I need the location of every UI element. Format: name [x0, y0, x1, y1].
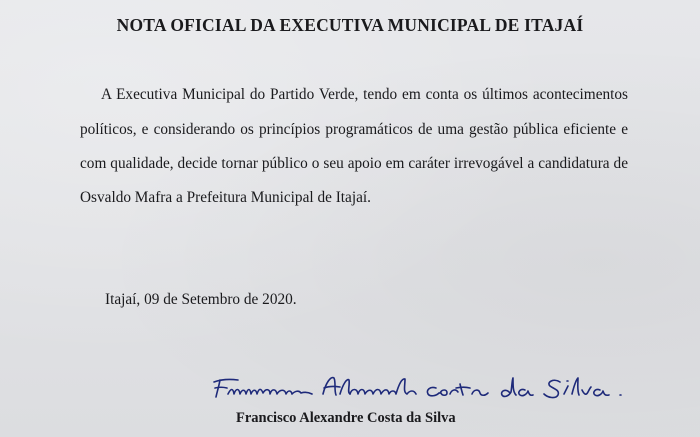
body-line-1: A Executiva Municipal do Partido Verde, tendo em conta os últimos acontecimentos	[101, 86, 628, 103]
document-title: NOTA OFICIAL DA EXECUTIVA MUNICIPAL DE ITAJAÍ	[116, 15, 584, 35]
body-line-3: com qualidade, decide tornar público o seu apoio em caráter irrevogável a candidatura de	[80, 155, 628, 172]
body-line-4: Osvaldo Mafra a Prefeitura Municipal de Itajaí.	[80, 189, 371, 206]
signer-name: Francisco Alexandre Costa da Silva	[236, 410, 456, 426]
date-line: Itajaí, 09 de Setembro de 2020.	[105, 291, 297, 308]
handwritten-signature	[200, 366, 640, 406]
body-line-2: políticos, e considerando os princípios programáticos de uma gestão pública eficiente e	[80, 121, 628, 138]
